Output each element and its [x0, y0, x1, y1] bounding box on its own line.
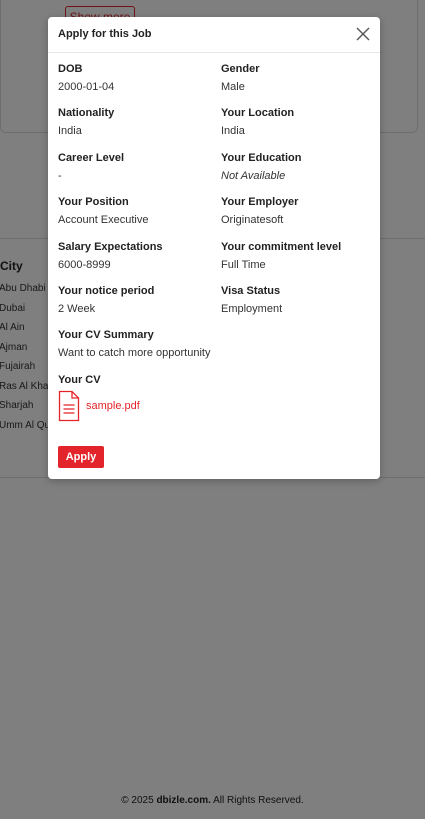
commitment-field — [221, 241, 376, 271]
field-value: India — [58, 125, 82, 137]
field-label: Your Employer — [221, 196, 299, 208]
career-level-field — [58, 152, 213, 182]
employer-field — [221, 196, 376, 226]
field-label: DOB — [58, 63, 83, 75]
dob-field — [58, 63, 213, 93]
field-label: Your CV Summary — [58, 329, 154, 341]
field-label: Visa Status — [221, 285, 281, 297]
field-value: Account Executive — [58, 214, 149, 226]
cv-summary-field — [58, 329, 358, 359]
field-label: Salary Expectations — [58, 241, 163, 253]
modal-title: Apply for this Job — [58, 28, 152, 40]
field-value: - — [58, 170, 62, 182]
notice-period-field — [58, 285, 213, 315]
nationality-field — [58, 107, 213, 137]
close-button[interactable] — [354, 25, 372, 43]
apply-button[interactable]: Apply — [58, 446, 104, 468]
field-value: 2 Week — [58, 303, 96, 315]
position-field — [58, 196, 213, 226]
field-label: Nationality — [58, 107, 115, 119]
field-value: Not Available — [221, 170, 286, 182]
cv-field — [58, 374, 213, 386]
field-value: India — [221, 125, 245, 137]
field-value: Male — [221, 81, 245, 93]
field-label: Your commitment level — [221, 241, 342, 253]
field-label: Your notice period — [58, 285, 155, 297]
field-value: Want to catch more opportunity — [58, 347, 211, 359]
close-icon — [354, 25, 372, 43]
field-label: Your Position — [58, 196, 129, 208]
field-value: 6000-8999 — [58, 259, 111, 271]
field-label: Your Education — [221, 152, 302, 164]
field-value: Originatesoft — [221, 214, 284, 226]
cv-file-link[interactable] — [58, 390, 140, 422]
field-value: Employment — [221, 303, 283, 315]
modal-header — [48, 17, 380, 53]
cv-file-name: sample.pdf — [86, 400, 140, 412]
field-label: Your Location — [221, 107, 295, 119]
pdf-file-icon — [58, 390, 80, 422]
field-value: Full Time — [221, 259, 266, 271]
field-value: 2000-01-04 — [58, 81, 115, 93]
field-label: Gender — [221, 63, 260, 75]
salary-field — [58, 241, 213, 271]
field-label: Career Level — [58, 152, 125, 164]
cv-label: Your CV — [58, 374, 101, 386]
apply-job-modal — [48, 17, 380, 479]
education-field — [221, 152, 376, 182]
location-field — [221, 107, 376, 137]
gender-field — [221, 63, 376, 93]
visa-status-field — [221, 285, 376, 315]
